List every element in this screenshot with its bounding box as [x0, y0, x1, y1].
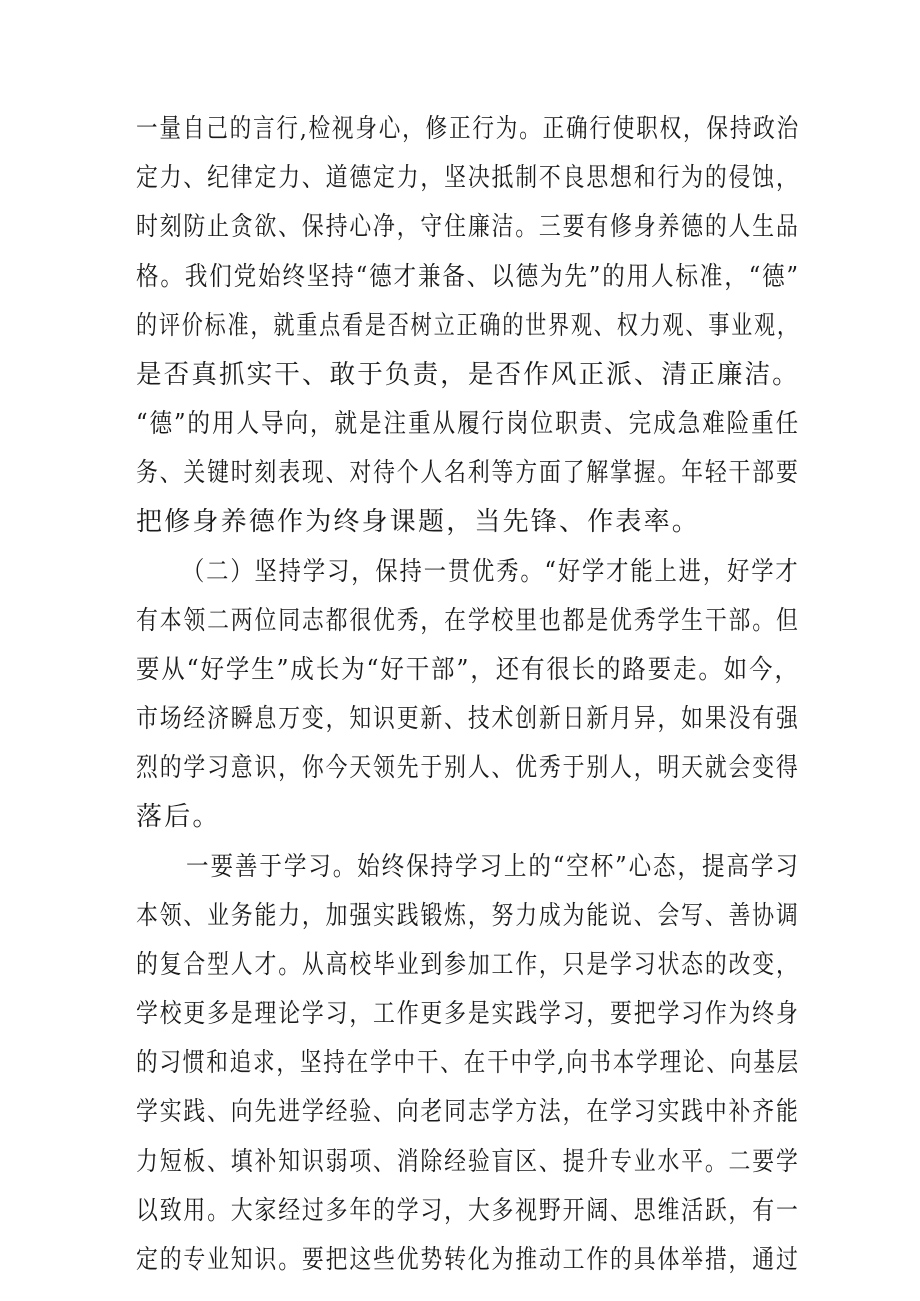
text-line: 烈的学习意识，你今天领先于别人、优秀于别人，明天就会变得	[136, 753, 800, 783]
text-line: 格。我们党始终坚持“德才兼备、以德为先”的用人标准，“德”	[136, 262, 800, 292]
text-line: 是否真抓实干、敢于负责，是否作风正派、清正廉洁。	[136, 360, 800, 390]
text-line: 的习惯和追求，坚持在学中干、在干中学,向书本学理论、向基层	[136, 1048, 801, 1078]
text-line: 定的专业知识。要把这些优势转化为推动工作的具体举措，通过	[136, 1245, 800, 1275]
paragraph-first-line: 一要善于学习。始终保持学习上的“空杯”心态，提高学习	[186, 852, 800, 882]
text-line: 本领、业务能力，加强实践锻炼，努力成为能说、会写、善协调	[136, 901, 800, 931]
text-line: “德”的用人导向，就是注重从履行岗位职责、完成急难险重任	[136, 409, 801, 439]
text-line: 要从“好学生”成长为“好干部”，还有很长的路要走。如今，	[136, 655, 800, 685]
text-line: 定力、纪律定力、道德定力，坚决抵制不良思想和行为的侵蚀，	[136, 163, 800, 193]
text-line: 务、关键时刻表现、对待个人名利等方面了解掌握。年轻干部要	[136, 458, 800, 488]
text-line: 落后。	[136, 802, 221, 832]
text-line: 力短板、填补知识弱项、消除经验盲区、提升专业水平。二要学	[136, 1147, 800, 1177]
text-line: 时刻防止贪欲、保持心净，守住廉洁。三要有修身养德的人生品	[136, 212, 800, 242]
text-line: 有本领二两位同志都很优秀，在学校里也都是优秀学生干部。但	[136, 606, 800, 636]
section-heading-line: （二）坚持学习，保持一贯优秀。“好学才能上进，好学才	[182, 557, 800, 587]
text-line: 把修身养德作为终身课题，当先锋、作表率。	[136, 507, 701, 537]
text-line: 市场经济瞬息万变，知识更新、技术创新日新月异，如果没有强	[136, 704, 800, 734]
text-line: 学校更多是理论学习，工作更多是实践学习，要把学习作为终身	[136, 999, 800, 1029]
text-line: 的评价标准，就重点看是否树立正确的世界观、权力观、事业观，	[136, 311, 800, 341]
text-line: 以致用。大家经过多年的学习，大多视野开阔、思维活跃，有一	[136, 1196, 800, 1226]
text-line: 一量自己的言行,检视身心，修正行为。正确行使职权，保持政治	[136, 114, 801, 144]
text-line: 的复合型人才。从高校毕业到参加工作，只是学习状态的改变，	[136, 950, 800, 980]
text-line: 学实践、向先进学经验、向老同志学方法，在学习实践中补齐能	[136, 1097, 800, 1127]
